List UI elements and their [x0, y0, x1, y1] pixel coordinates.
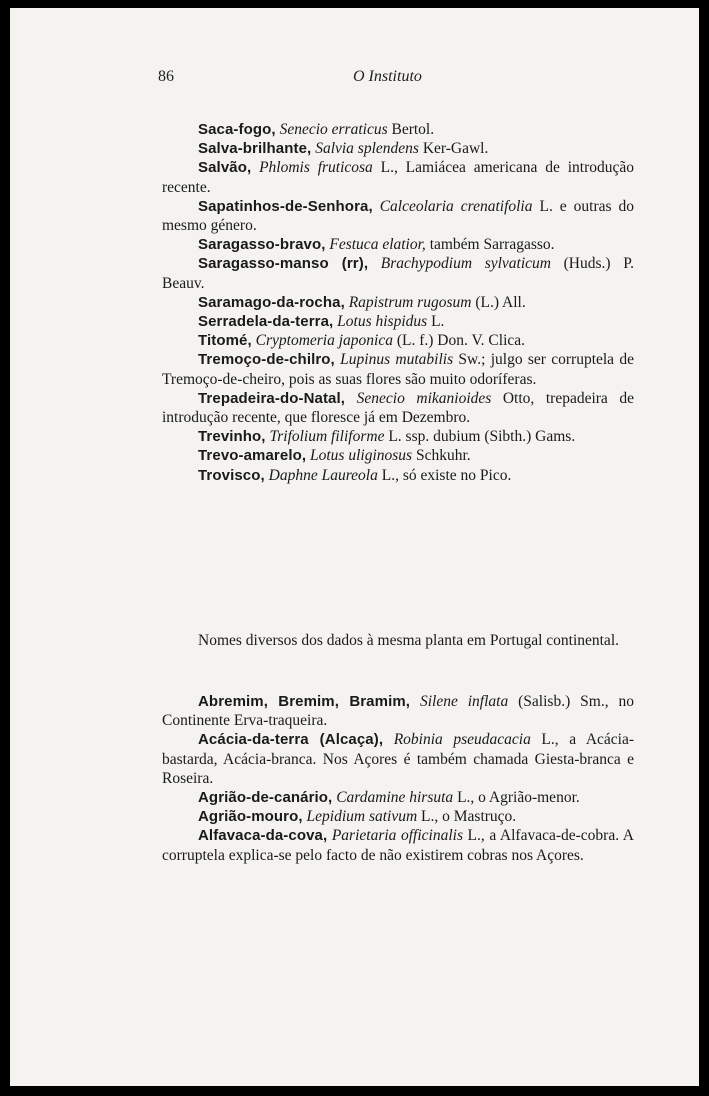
note-text: Nomes diversos dos dados à mesma planta em Portugal continental. — [198, 632, 619, 649]
entry — [162, 389, 634, 427]
entry-text: L., só existe no Pico. — [377, 466, 512, 484]
entry — [162, 235, 634, 254]
entry-scientific-name: Salvia splendens — [315, 140, 419, 158]
entry-term: Serradela-da-terra, — [198, 313, 334, 331]
entry-scientific-name: Brachypodium sylvaticum — [380, 255, 551, 273]
page-number: 86 — [158, 68, 174, 85]
running-title: O Instituto — [353, 68, 422, 85]
entry-scientific-name: Parietaria officinalis — [331, 827, 463, 845]
entry — [162, 350, 634, 388]
entry-term: Alfavaca-da-cova, — [198, 827, 328, 845]
entry-scientific-name: Lotus uliginosus — [310, 447, 413, 465]
entry-scientific-name: Trifolium filiforme — [269, 428, 385, 446]
entry-term: Saramago-da-rocha, — [198, 293, 345, 311]
entry-text: (L. f.) Don. V. Clica. — [392, 332, 526, 350]
entry-scientific-name: Lupinus mutabilis — [340, 351, 454, 369]
entry — [162, 826, 634, 864]
entry-scientific-name: Lotus hispidus — [337, 313, 428, 331]
entry — [162, 692, 634, 730]
entry — [162, 466, 634, 485]
entry-text: L., a Alfavaca-de-cobra. A corruptela explica-se pelo facto de não existirem cobras nos Açores. — [162, 827, 634, 864]
glossary-entries-1 — [162, 120, 634, 485]
entry-text: Sw.; julgo ser corruptela de Tremoço-de-cheiro, pois as suas flores são muito odoríferas. — [162, 351, 634, 388]
entry-term: Salva-brilhante, — [198, 140, 312, 158]
entry-text: L. ssp. dubium (Sibth.) Gams. — [384, 428, 576, 446]
entry-text: (L.) All. — [471, 293, 526, 311]
entry — [162, 254, 634, 292]
entry-term: Agrião-de-canário, — [198, 789, 333, 807]
entry — [162, 788, 634, 807]
entry-text: Bertol. — [387, 121, 435, 138]
entry-scientific-name: Senecio mikanioides — [356, 389, 492, 407]
entry-text: L., o Mastruço. — [417, 808, 517, 826]
entry-term: Agrião-mouro, — [198, 808, 303, 826]
entry-term: Acácia-da-terra (Alcaça), — [198, 731, 384, 749]
entry-term: Titomé, — [198, 332, 252, 350]
entry — [162, 293, 634, 312]
entry-term: Abremim, Bremim, Bramim, — [198, 693, 411, 710]
entry-text: L. e outras do mesmo género. — [162, 197, 635, 235]
entry-scientific-name: Cryptomeria japonica — [255, 332, 393, 350]
entry — [162, 427, 634, 446]
entry-scientific-name: Phlomis fruticosa — [259, 159, 373, 177]
entry — [162, 446, 634, 465]
entry — [162, 807, 634, 826]
entry-scientific-name: Rapistrum rugosum — [348, 293, 472, 311]
page-header — [158, 68, 619, 92]
entry-term: Sapatinhos-de-Senhora, — [198, 197, 373, 215]
entry-term: Salvão, — [198, 159, 252, 177]
page — [10, 8, 699, 1086]
entry — [162, 197, 634, 235]
entry-term: Tremoço-de-chilro, — [198, 351, 335, 369]
entry-scientific-name: Lepidium sativum — [306, 808, 418, 826]
entry-text: Schkuhr. — [412, 447, 471, 465]
entry — [162, 139, 634, 158]
entry-text: L., a Acácia-bastarda, Acácia-branca. Nos Açores é também chamada Giesta-branca e Roseira. — [162, 731, 634, 787]
entry-text: L. — [427, 313, 445, 331]
entry-text: Ker-Gawl. — [418, 140, 489, 158]
entry-scientific-name: Festuca elatior, — [329, 236, 426, 254]
entry-term: Saca-fogo, — [198, 121, 276, 138]
entry-scientific-name: Robinia pseudacacia — [393, 731, 531, 749]
entry-text: L., o Agrião-menor. — [453, 789, 580, 807]
entry-scientific-name: Calceolaria crenatifolia — [379, 197, 533, 215]
entry-term: Trovisco, — [198, 466, 265, 484]
entry-text: L., Lamiácea americana de introdução recente. — [162, 159, 634, 196]
glossary-entries-2 — [162, 692, 634, 865]
entry-text: (Salisb.) Sm., no Continente Erva-traqueira. — [162, 693, 634, 730]
entry-text: Otto, trepadeira de introdução recente, que floresce já em Dezembro. — [162, 389, 635, 427]
entry-term: Trepadeira-do-Natal, — [198, 389, 346, 407]
entry-scientific-name: Daphne Laureola — [268, 466, 378, 484]
entry — [162, 120, 634, 139]
entry — [162, 331, 634, 350]
entry-scientific-name: Senecio erraticus — [279, 121, 388, 138]
entry-term: Trevinho, — [198, 428, 266, 446]
entry — [162, 312, 634, 331]
entry-text: (Huds.) P. Beauv. — [162, 255, 635, 292]
section-note — [162, 631, 634, 650]
entry-term: Saragasso-bravo, — [198, 236, 326, 254]
entry-term: Saragasso-manso (rr), — [198, 255, 369, 273]
entry-text: também Sarragasso. — [425, 236, 555, 254]
entry-scientific-name: Silene inflata — [419, 693, 509, 710]
entry-scientific-name: Cardamine hirsuta — [336, 789, 454, 807]
entry-term: Trevo-amarelo, — [198, 447, 307, 465]
entry — [162, 730, 634, 788]
entry — [162, 158, 634, 196]
